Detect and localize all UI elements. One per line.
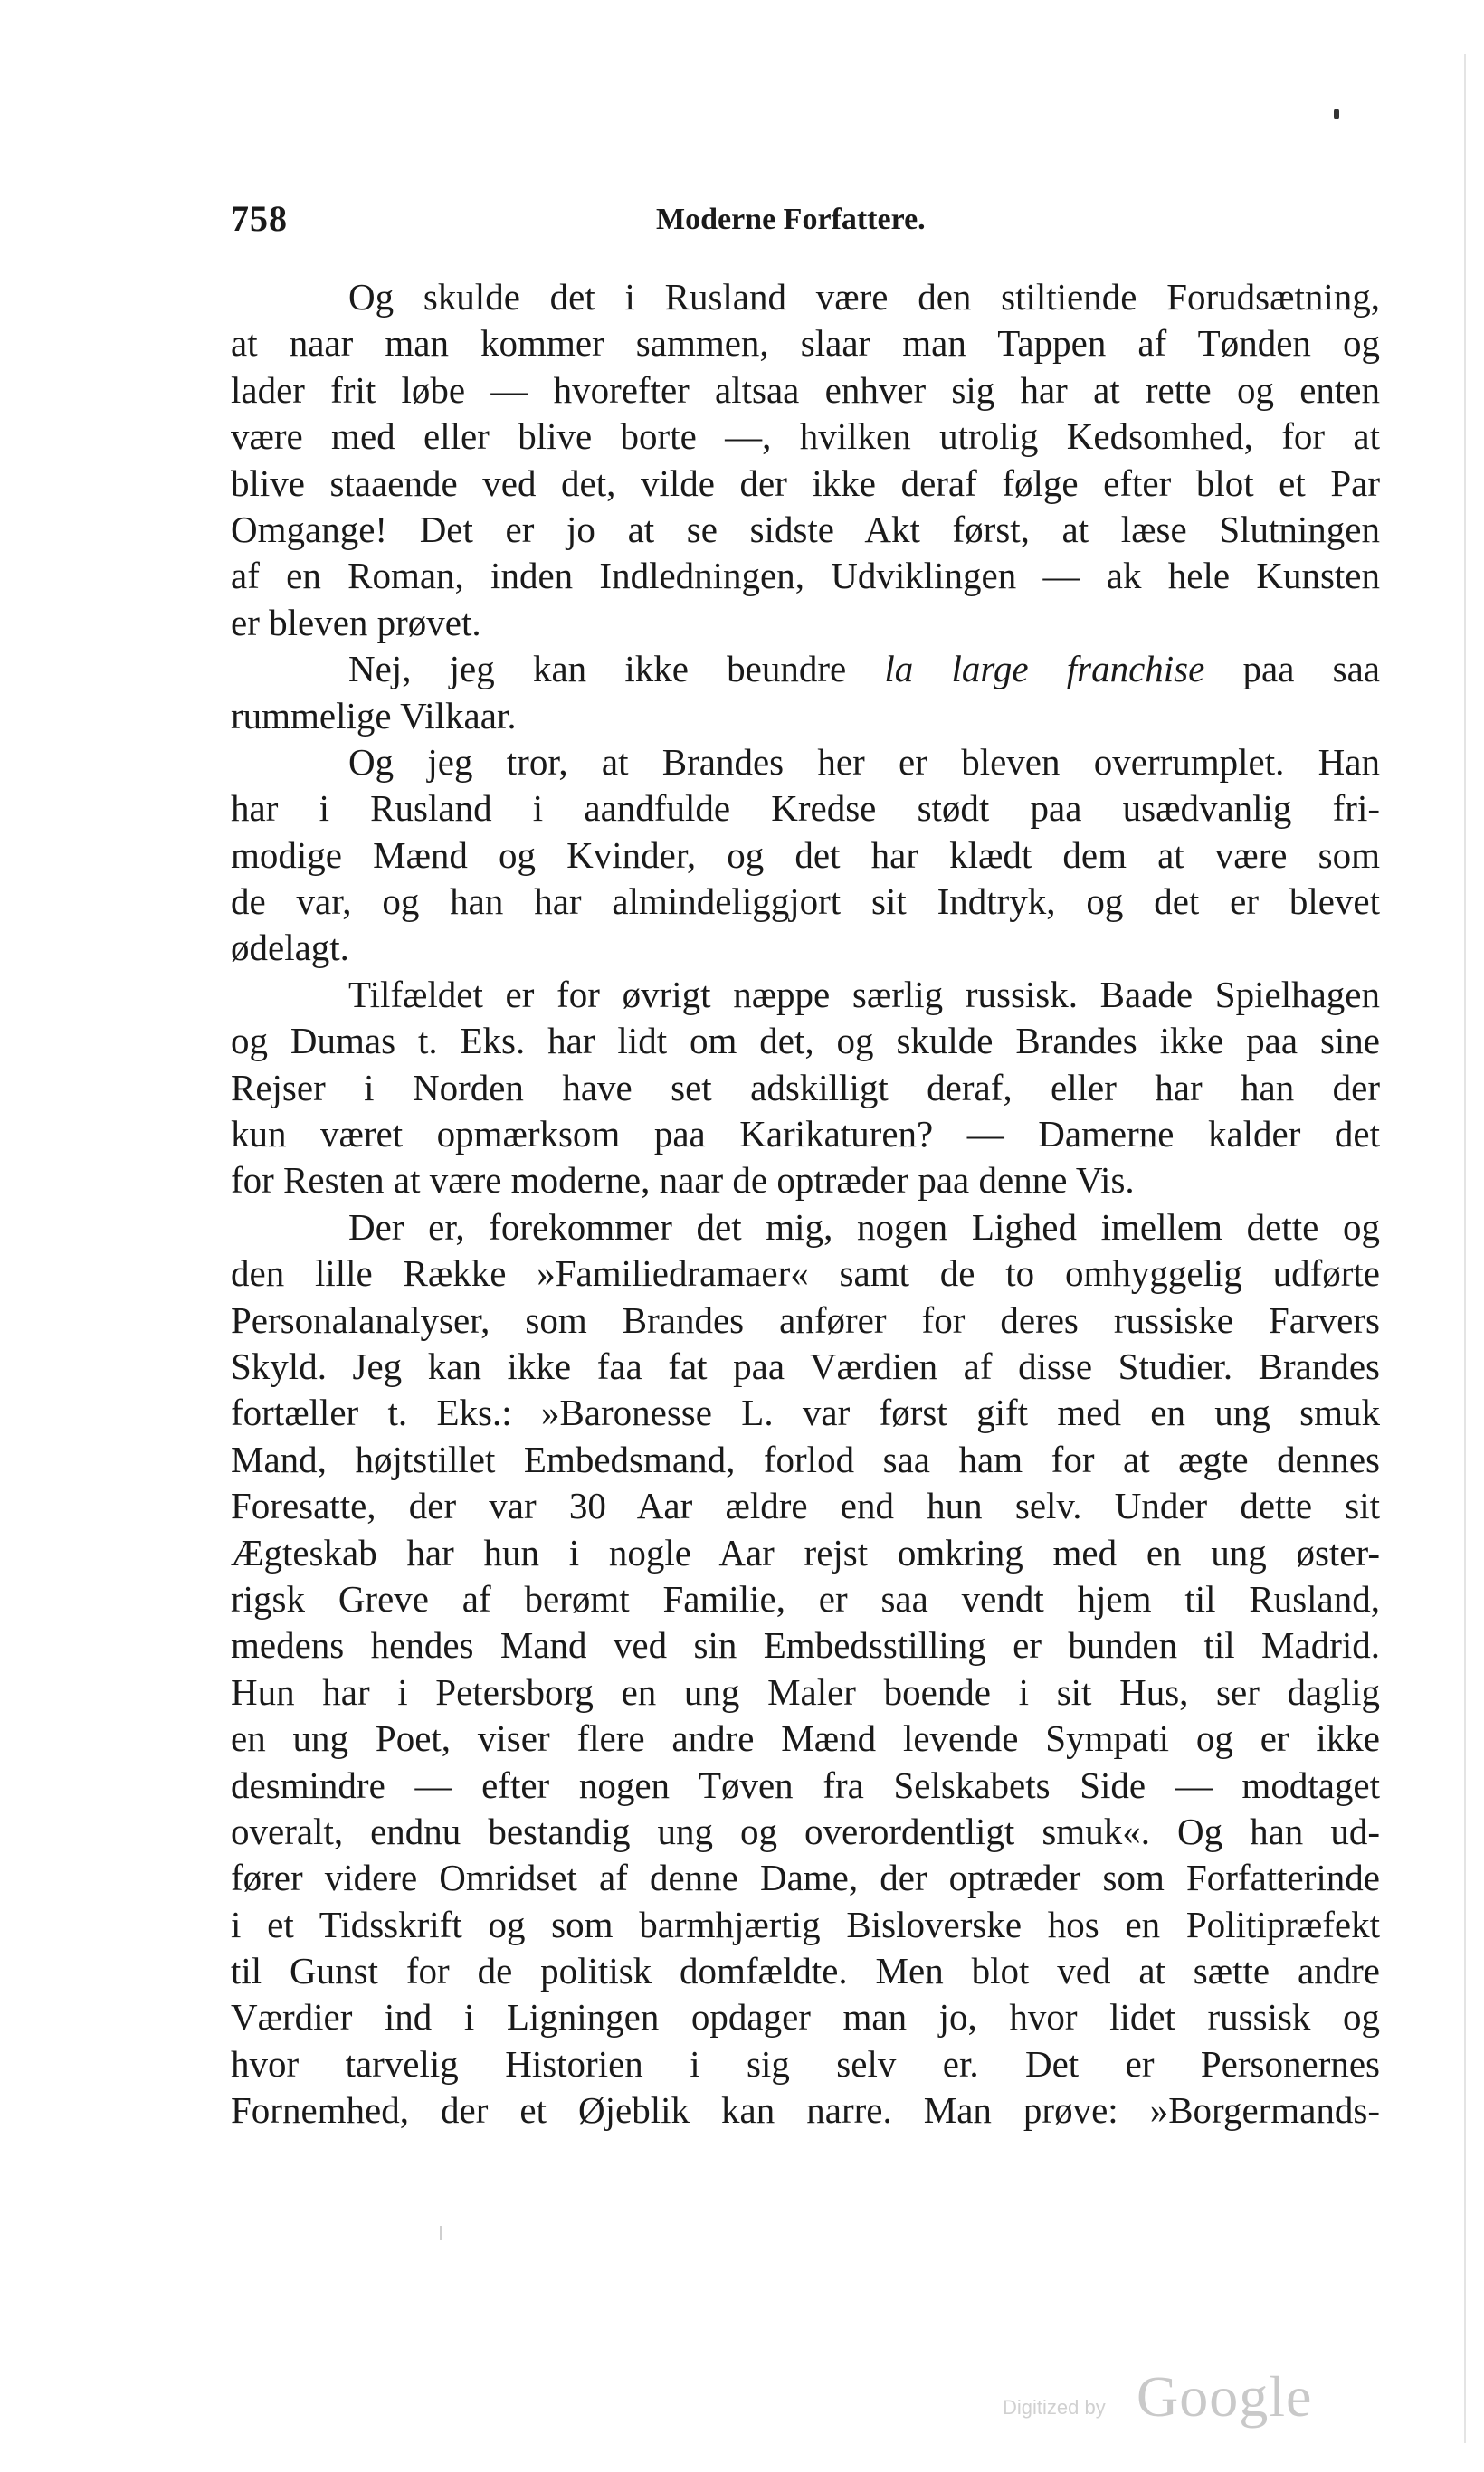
text-line: Der er, forekommer det mig, nogen Lighed imellem dette og: [348, 1205, 1380, 1248]
text-line: Rejser i Norden have set adskilligt deraf, eller har han der: [231, 1066, 1380, 1108]
digitized-watermark: [1003, 2363, 1365, 2427]
text-line: fører videre Omridset af denne Dame, der optræder som Forfatterinde: [231, 1857, 1380, 1899]
text-line: overalt, endnu bestandig ung og overordentligt smuk«. Og han ud-: [231, 1810, 1380, 1852]
page-edge-shadow: [1464, 54, 1466, 2443]
text-line: i et Tidsskrift og som barmhjærtig Bisloverske hos en Politipræfekt: [231, 1903, 1380, 1945]
text-line: Skyld. Jeg kan ikke faa fat paa Værdien af disse Studier. Brandes: [231, 1345, 1380, 1387]
text-line: en ung Poet, viser flere andre Mænd levende Sympati og er ikke: [231, 1717, 1380, 1760]
text-line: Ægteskab har hun i nogle Aar rejst omkring med en ung øster-: [231, 1531, 1380, 1574]
digitized-by-label: Digitized by: [1003, 2396, 1106, 2419]
text-line: Foresatte, der var 30 Aar ældre end hun selv. Under dette sit: [231, 1485, 1380, 1527]
text-line: kun været opmærksom paa Karikaturen? — Damerne kalder det: [231, 1113, 1380, 1155]
text-line: fortæller t. Eks.: »Baronesse L. var først gift med en ung smuk: [231, 1392, 1380, 1434]
text-line: rigsk Greve af berømt Familie, er saa vendt hjem til Rusland,: [231, 1577, 1380, 1620]
text-line: ødelagt.: [231, 927, 349, 969]
text-line: Omgange! Det er jo at se sidste Akt først, at læse Slutningen: [231, 508, 1380, 550]
text-line: har i Rusland i aandfulde Kredse stødt paa usædvanlig fri-: [231, 787, 1380, 830]
text-line: Tilfældet er for øvrigt næppe særlig russisk. Baade Spielhagen: [348, 973, 1380, 1015]
ink-speck: [1334, 109, 1339, 119]
italic-phrase: la large franchise: [884, 648, 1205, 690]
page-number: 758: [231, 198, 288, 239]
text-line: lader frit løbe — hvorefter altsaa enhver sig har at rette og enten: [231, 368, 1380, 411]
text-line: den lille Række »Familiedramaer« samt de to omhyggelig udførte: [231, 1252, 1380, 1295]
text-line: at naar man kommer sammen, slaar man Tappen af Tønden og: [231, 322, 1380, 365]
text-line: Værdier ind i Ligningen opdager man jo, hvor lidet russisk og: [231, 1996, 1380, 2039]
text-line: desmindre — efter nogen Tøven fra Selskabets Side — modtaget: [231, 1764, 1380, 1806]
text-line: for Resten at være moderne, naar de optræder paa denne Vis.: [231, 1159, 1135, 1202]
text-line: Hun har i Petersborg en ung Maler boende i sit Hus, ser daglig: [231, 1670, 1380, 1713]
scan-mark: [440, 2226, 442, 2240]
text-line: rummelige Vilkaar.: [231, 694, 517, 737]
text-line: Og jeg tror, at Brandes her er bleven overrumplet. Han: [348, 740, 1380, 783]
text-line: til Gunst for de politisk domfældte. Men blot ved at sætte andre: [231, 1950, 1380, 1992]
text-line: Mand, højtstillet Embedsmand, forlod saa ham for at ægte dennes: [231, 1438, 1380, 1480]
google-logo: Google: [1137, 2364, 1313, 2429]
text-line: Personalanalyser, som Brandes anfører for deres russiske Farvers: [231, 1298, 1380, 1341]
text-line: Fornemhed, der et Øjeblik kan narre. Man prøve: »Borgermands-: [231, 2089, 1380, 2132]
text-line: medens hendes Mand ved sin Embedsstilling er bunden til Madrid.: [231, 1624, 1380, 1667]
text-line: modige Mænd og Kvinder, og det har klædt dem at være som: [231, 833, 1380, 876]
body-text: [231, 274, 1380, 2134]
text-line: være med eller blive borte —, hvilken utrolig Kedsomhed, for at: [231, 415, 1380, 458]
text-line: og Dumas t. Eks. har lidt om det, og skulde Brandes ikke paa sine: [231, 1020, 1380, 1062]
running-title: Moderne Forfattere.: [656, 203, 926, 236]
text-line: Og skulde det i Rusland være den stiltiende Forudsætning,: [348, 276, 1380, 318]
page-header: [231, 190, 1380, 244]
text-line: Nej, jeg kan ikke beundre la large franchise paa saa: [348, 648, 1380, 690]
text-line: de var, og han har almindeliggjort sit Indtryk, og det er blevet: [231, 880, 1380, 923]
text-line: blive staaende ved det, vilde der ikke deraf følge efter blot et Par: [231, 461, 1380, 504]
text-line: er bleven prøvet.: [231, 601, 481, 643]
text-line: af en Roman, inden Indledningen, Udviklingen — ak hele Kunsten: [231, 555, 1380, 597]
text-line: hvor tarvelig Historien i sig selv er. Det er Personernes: [231, 2042, 1380, 2085]
